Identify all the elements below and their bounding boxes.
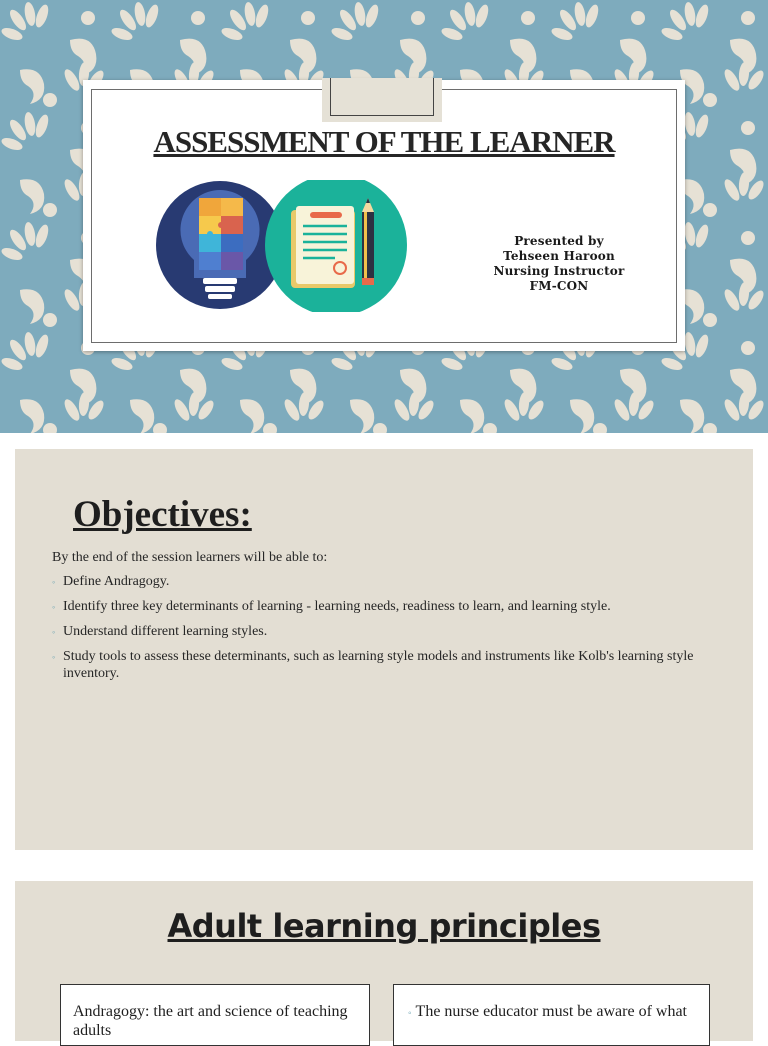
bullet-icon: ◦ [52,602,56,612]
presenter-role: Nursing Instructor [493,264,625,278]
slide-title: ASSESSMENT OF THE LEARNER [153,124,615,159]
list-item: ◦ Understand different learning styles. [52,624,268,639]
bullet-icon: ◦ [52,627,56,637]
presenter-block [481,234,637,294]
andragogy-definition: Andragogy: the art and science of teaching adults [73,1003,348,1039]
objectives-intro: By the end of the session learners will be able to: [52,550,328,565]
list-item: ◦ Define Andragogy. [52,574,170,589]
bullet-icon: ◦ [408,1008,412,1019]
presenter-name: Tehseen Haroon [503,249,615,263]
adult-learning-title: Adult learning principles [167,907,601,945]
objectives-slide [15,449,753,850]
title-slide [0,0,768,433]
objectives-list [52,573,712,690]
presenter-org: FM-CON [529,279,589,293]
book-pencil-icon [265,180,407,312]
lightbulb-puzzle-icon [156,181,284,309]
educator-text: The nurse educator must be aware of what [415,1003,687,1020]
bullet-icon: ◦ [52,577,56,587]
presenter-label: Presented by [514,234,604,248]
adult-learning-slide [15,881,753,1041]
objectives-title: Objectives: [73,494,252,535]
list-item: ◦ Study tools to assess these determinants, such as learning style models and instruments like Kolb's learning style inventory. [52,649,694,681]
list-item: ◦ Identify three key determinants of learning - learning needs, readiness to learn, and learning style. [52,599,611,614]
andragogy-box [60,984,370,1046]
lightbulb-book-illustration [150,180,410,312]
educator-box [393,984,710,1046]
bullet-icon: ◦ [52,652,56,662]
card-tab [322,78,442,122]
title-card [83,80,685,351]
